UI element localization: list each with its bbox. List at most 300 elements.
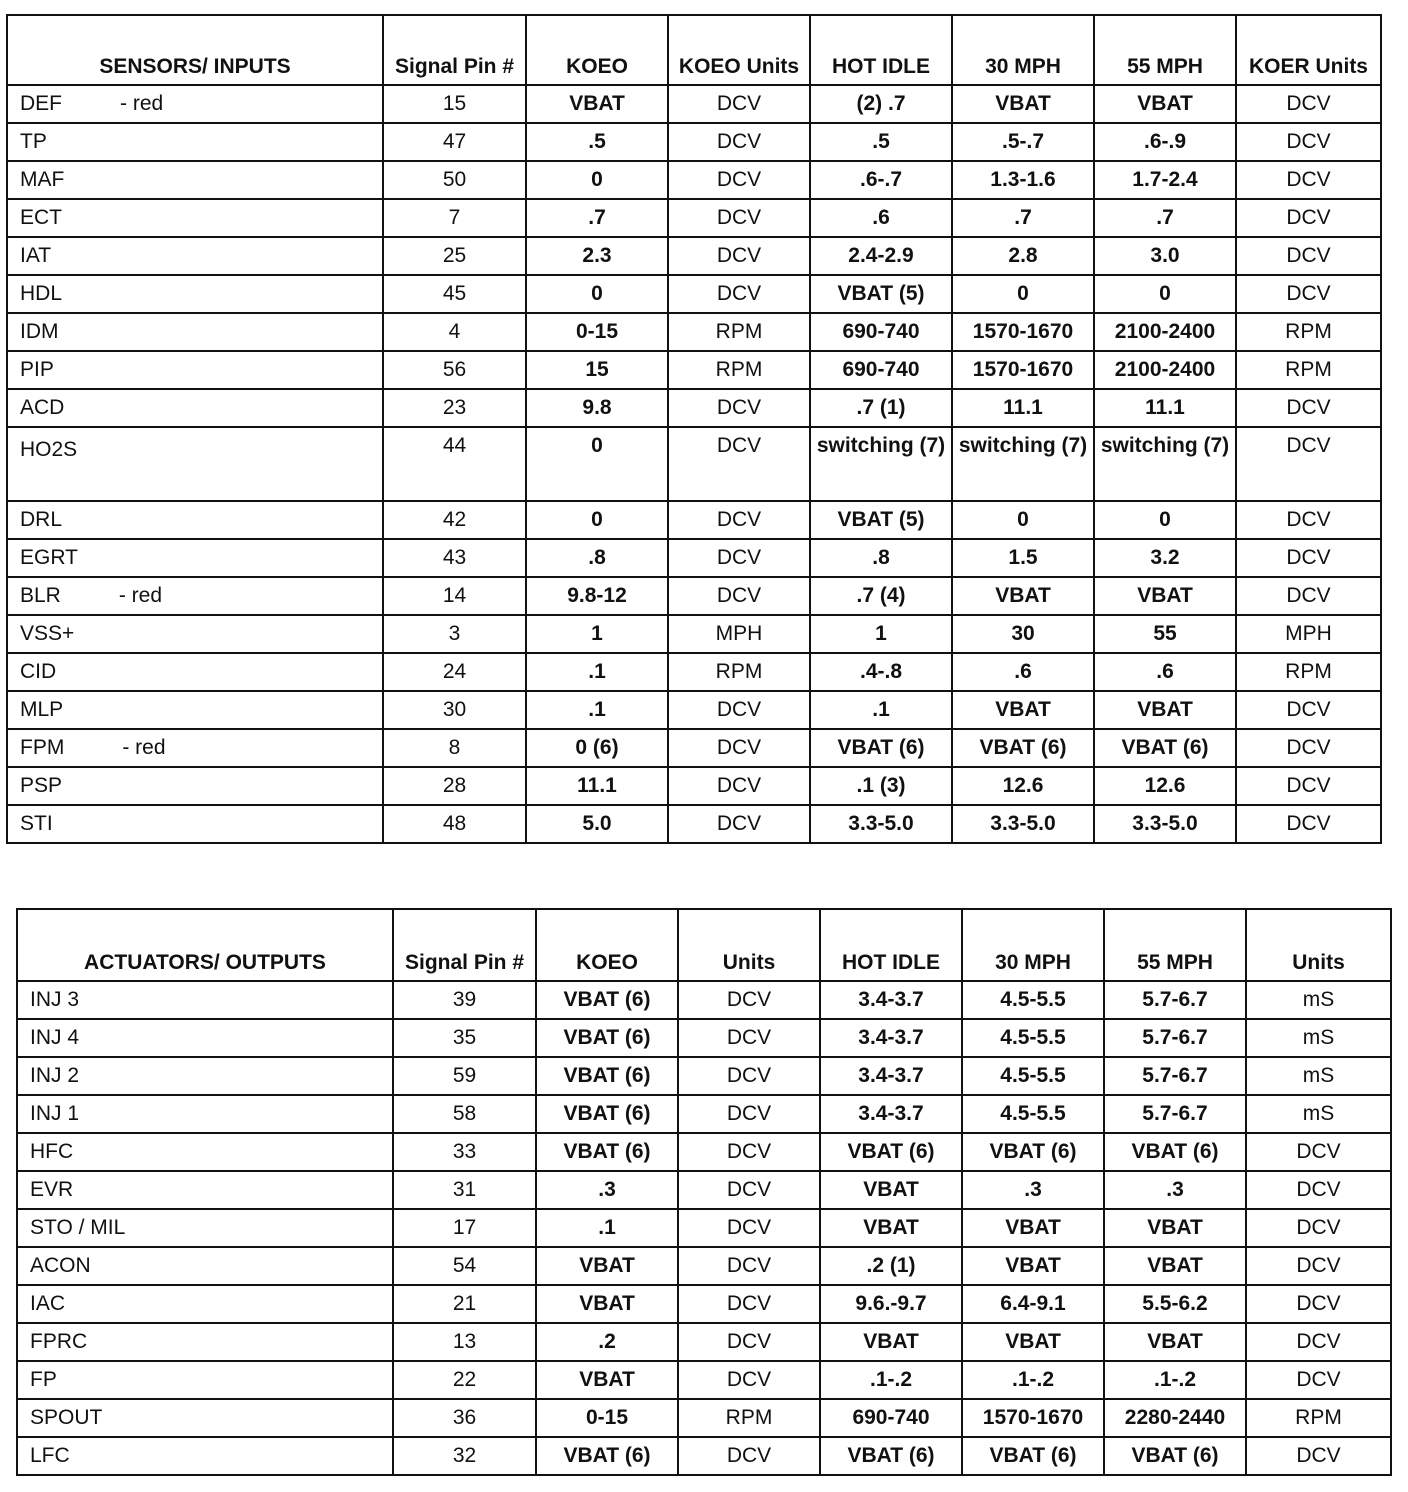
mph-55-cell: VBAT [1104, 1247, 1246, 1285]
mph-55-cell: 55 [1094, 615, 1236, 653]
mph-55-cell: switching (7) [1094, 427, 1236, 501]
table-row [17, 1285, 1391, 1323]
mph-30-cell: 30 [952, 615, 1094, 653]
running-units-cell: DCV [1246, 1285, 1391, 1323]
signal-name-cell [7, 199, 383, 237]
signal-name-cell [7, 767, 383, 805]
signal-name-cell [17, 1095, 393, 1133]
signal-name-cell [7, 237, 383, 275]
table-row [17, 1133, 1391, 1171]
column-header-signal-pin: Signal Pin # [383, 15, 526, 85]
table-row [7, 199, 1381, 237]
signal-name-cell [7, 501, 383, 539]
mph-30-cell: VBAT [952, 691, 1094, 729]
signal-name: STO / MIL [30, 1216, 126, 1239]
signal-name: HO2S [20, 438, 78, 461]
column-header-koeo: KOEO [536, 909, 678, 981]
signal-pin-cell: 25 [383, 237, 526, 275]
table-row [17, 1209, 1391, 1247]
table-row [17, 981, 1391, 1019]
koeo-cell: 0 [526, 275, 668, 313]
column-header-hot-idle: HOT IDLE [820, 909, 962, 981]
signal-name-cell [7, 653, 383, 691]
signal-pin-cell: 17 [393, 1209, 536, 1247]
koeo-units-cell: DCV [668, 767, 810, 805]
koeo-cell: VBAT [536, 1247, 678, 1285]
signal-name: ECT [20, 206, 62, 229]
signal-pin-cell: 36 [393, 1399, 536, 1437]
mph-30-cell: 1570-1670 [962, 1399, 1104, 1437]
mph-30-cell: 12.6 [952, 767, 1094, 805]
column-header-actuators-outputs: ACTUATORS/ OUTPUTS [17, 909, 393, 981]
koeo-cell: 11.1 [526, 767, 668, 805]
koeo-units-cell: DCV [668, 199, 810, 237]
running-units-cell: DCV [1236, 85, 1381, 123]
mph-30-cell: .5-.7 [952, 123, 1094, 161]
mph-55-cell: VBAT (6) [1094, 729, 1236, 767]
table-row [7, 653, 1381, 691]
koeo-cell: 5.0 [526, 805, 668, 843]
koeo-cell: .1 [536, 1209, 678, 1247]
koeo-units-cell: DCV [668, 729, 810, 767]
hot-idle-cell: VBAT [820, 1323, 962, 1361]
signal-name: VSS+ [20, 622, 75, 645]
koeo-units-cell: DCV [678, 981, 820, 1019]
signal-pin-cell: 45 [383, 275, 526, 313]
signal-name-cell [17, 1323, 393, 1361]
signal-name: PIP [20, 358, 54, 381]
signal-name-cell [7, 389, 383, 427]
mph-30-cell: 6.4-9.1 [962, 1285, 1104, 1323]
table-header-row [7, 15, 1381, 85]
running-units-cell: DCV [1236, 805, 1381, 843]
running-units-cell: DCV [1236, 123, 1381, 161]
running-units-cell: MPH [1236, 615, 1381, 653]
running-units-cell: DCV [1236, 691, 1381, 729]
koeo-units-cell: DCV [668, 805, 810, 843]
koeo-cell: 2.3 [526, 237, 668, 275]
signal-pin-cell: 50 [383, 161, 526, 199]
signal-pin-cell: 21 [393, 1285, 536, 1323]
signal-pin-cell: 59 [393, 1057, 536, 1095]
signal-name: STI [20, 812, 53, 835]
sensors-inputs-table [6, 14, 1382, 844]
mph-55-cell: 5.7-6.7 [1104, 1095, 1246, 1133]
hot-idle-cell: VBAT (5) [810, 275, 952, 313]
signal-name: INJ 4 [30, 1026, 80, 1049]
mph-30-cell: .7 [952, 199, 1094, 237]
signal-pin-cell: 3 [383, 615, 526, 653]
column-header-koeo-units: KOEO Units [668, 15, 810, 85]
koeo-units-cell: DCV [678, 1361, 820, 1399]
signal-name: DRL [20, 508, 63, 531]
koeo-units-cell: DCV [668, 501, 810, 539]
signal-name-cell [17, 1437, 393, 1475]
mph-30-cell: 4.5-5.5 [962, 1095, 1104, 1133]
hot-idle-cell: 690-740 [820, 1399, 962, 1437]
table-row [7, 123, 1381, 161]
signal-name-cell [17, 1171, 393, 1209]
signal-name-cell [7, 351, 383, 389]
signal-name: HFC [30, 1140, 74, 1163]
hot-idle-cell: VBAT [820, 1209, 962, 1247]
table-row [17, 1399, 1391, 1437]
hot-idle-cell: .1 (3) [810, 767, 952, 805]
signal-name: ACD [20, 396, 65, 419]
hot-idle-cell: 690-740 [810, 351, 952, 389]
signal-name-cell [17, 1247, 393, 1285]
hot-idle-cell: 1 [810, 615, 952, 653]
mph-30-cell: .6 [952, 653, 1094, 691]
koeo-cell: 9.8-12 [526, 577, 668, 615]
signal-name-cell [17, 1285, 393, 1323]
koeo-units-cell: DCV [678, 1171, 820, 1209]
mph-55-cell: .3 [1104, 1171, 1246, 1209]
signal-name: EVR [30, 1178, 74, 1201]
column-header-55-mph: 55 MPH [1094, 15, 1236, 85]
koeo-units-cell: DCV [668, 123, 810, 161]
running-units-cell: mS [1246, 1057, 1391, 1095]
signal-name-cell [17, 1209, 393, 1247]
running-units-cell: RPM [1236, 313, 1381, 351]
actuators-table-body [17, 981, 1391, 1475]
table-row [17, 1323, 1391, 1361]
table-row [7, 539, 1381, 577]
mph-55-cell: VBAT (6) [1104, 1133, 1246, 1171]
column-header-55-mph: 55 MPH [1104, 909, 1246, 981]
koeo-units-cell: DCV [668, 539, 810, 577]
column-header-hot-idle: HOT IDLE [810, 15, 952, 85]
mph-55-cell: 2100-2400 [1094, 351, 1236, 389]
signal-pin-cell: 13 [393, 1323, 536, 1361]
signal-pin-cell: 43 [383, 539, 526, 577]
running-units-cell: mS [1246, 1019, 1391, 1057]
signal-name-cell [7, 161, 383, 199]
hot-idle-cell: 3.4-3.7 [820, 1019, 962, 1057]
signal-name: FP [30, 1368, 57, 1391]
signal-name: BLR [20, 584, 61, 607]
running-units-cell: DCV [1246, 1361, 1391, 1399]
signal-name: CID [20, 660, 57, 683]
mph-30-cell: 4.5-5.5 [962, 981, 1104, 1019]
hot-idle-cell: .8 [810, 539, 952, 577]
signal-name-cell [17, 1133, 393, 1171]
signal-pin-cell: 22 [393, 1361, 536, 1399]
koeo-cell: VBAT (6) [536, 981, 678, 1019]
mph-55-cell: VBAT [1104, 1323, 1246, 1361]
running-units-cell: DCV [1236, 237, 1381, 275]
hot-idle-cell: .7 (4) [810, 577, 952, 615]
signal-name-cell [17, 1399, 393, 1437]
signal-name: FPM [20, 736, 65, 759]
column-header-30-mph: 30 MPH [962, 909, 1104, 981]
wire-color-note: - red [120, 92, 164, 115]
hot-idle-cell: 690-740 [810, 313, 952, 351]
mph-30-cell: 2.8 [952, 237, 1094, 275]
signal-name-cell [7, 275, 383, 313]
koeo-units-cell: DCV [678, 1247, 820, 1285]
hot-idle-cell: .1 [810, 691, 952, 729]
koeo-cell: 15 [526, 351, 668, 389]
koeo-units-cell: DCV [668, 237, 810, 275]
hot-idle-cell: .2 (1) [820, 1247, 962, 1285]
mph-55-cell: 5.7-6.7 [1104, 1019, 1246, 1057]
signal-name: TP [20, 130, 47, 153]
koeo-units-cell: RPM [678, 1399, 820, 1437]
mph-30-cell: VBAT (6) [952, 729, 1094, 767]
mph-30-cell: 1.5 [952, 539, 1094, 577]
mph-55-cell: 5.7-6.7 [1104, 981, 1246, 1019]
koeo-units-cell: DCV [668, 389, 810, 427]
mph-30-cell: VBAT [962, 1247, 1104, 1285]
koeo-cell: VBAT [526, 85, 668, 123]
mph-30-cell: VBAT (6) [962, 1437, 1104, 1475]
signal-name: MAF [20, 168, 65, 191]
mph-30-cell: VBAT (6) [962, 1133, 1104, 1171]
table-row [17, 1361, 1391, 1399]
signal-pin-cell: 47 [383, 123, 526, 161]
hot-idle-cell: 3.4-3.7 [820, 981, 962, 1019]
running-units-cell: DCV [1246, 1437, 1391, 1475]
hot-idle-cell: 2.4-2.9 [810, 237, 952, 275]
running-units-cell: DCV [1246, 1323, 1391, 1361]
mph-55-cell: 3.0 [1094, 237, 1236, 275]
running-units-cell: DCV [1246, 1133, 1391, 1171]
hot-idle-cell: .7 (1) [810, 389, 952, 427]
column-header-koeo: KOEO [526, 15, 668, 85]
signal-pin-cell: 44 [383, 427, 526, 501]
table-row [7, 313, 1381, 351]
koeo-cell: 0 [526, 501, 668, 539]
koeo-units-cell: DCV [668, 427, 810, 501]
koeo-units-cell: RPM [668, 653, 810, 691]
column-header-units: Units [678, 909, 820, 981]
signal-name: INJ 3 [30, 988, 80, 1011]
signal-pin-cell: 7 [383, 199, 526, 237]
mph-30-cell: 4.5-5.5 [962, 1057, 1104, 1095]
koeo-cell: .1 [526, 691, 668, 729]
table-row [7, 767, 1381, 805]
running-units-cell: DCV [1236, 577, 1381, 615]
mph-55-cell: 11.1 [1094, 389, 1236, 427]
koeo-cell: VBAT (6) [536, 1019, 678, 1057]
hot-idle-cell: .6-.7 [810, 161, 952, 199]
mph-30-cell: 0 [952, 501, 1094, 539]
signal-pin-cell: 33 [393, 1133, 536, 1171]
mph-30-cell: 1.3-1.6 [952, 161, 1094, 199]
signal-pin-cell: 28 [383, 767, 526, 805]
column-header-signal-pin: Signal Pin # [393, 909, 536, 981]
koeo-cell: .5 [526, 123, 668, 161]
koeo-units-cell: DCV [678, 1209, 820, 1247]
signal-name-cell [7, 691, 383, 729]
koeo-units-cell: DCV [678, 1285, 820, 1323]
mph-55-cell: 12.6 [1094, 767, 1236, 805]
table-row [17, 1095, 1391, 1133]
running-units-cell: RPM [1236, 653, 1381, 691]
table-row [7, 351, 1381, 389]
hot-idle-cell: .5 [810, 123, 952, 161]
running-units-cell: DCV [1236, 199, 1381, 237]
mph-55-cell: 0 [1094, 501, 1236, 539]
mph-30-cell: 0 [952, 275, 1094, 313]
mph-30-cell: 3.3-5.0 [952, 805, 1094, 843]
table-row [7, 615, 1381, 653]
mph-55-cell: 5.5-6.2 [1104, 1285, 1246, 1323]
signal-name: FPRC [30, 1330, 88, 1353]
mph-55-cell: 5.7-6.7 [1104, 1057, 1246, 1095]
mph-30-cell: VBAT [962, 1323, 1104, 1361]
mph-55-cell: VBAT [1104, 1209, 1246, 1247]
mph-55-cell: VBAT [1094, 85, 1236, 123]
table-row [7, 691, 1381, 729]
sensors-table-body [7, 85, 1381, 843]
koeo-cell: .2 [536, 1323, 678, 1361]
koeo-units-cell: DCV [668, 577, 810, 615]
signal-pin-cell: 58 [393, 1095, 536, 1133]
koeo-units-cell: DCV [678, 1095, 820, 1133]
koeo-units-cell: DCV [678, 1133, 820, 1171]
mph-30-cell: 1570-1670 [952, 351, 1094, 389]
koeo-units-cell: DCV [678, 1323, 820, 1361]
running-units-cell: DCV [1236, 161, 1381, 199]
hot-idle-cell: .6 [810, 199, 952, 237]
signal-pin-cell: 15 [383, 85, 526, 123]
koeo-cell: VBAT [536, 1361, 678, 1399]
wire-color-note: - red [118, 584, 163, 607]
signal-name-cell [7, 427, 383, 501]
table-row [17, 1437, 1391, 1475]
koeo-units-cell: RPM [668, 351, 810, 389]
mph-30-cell: VBAT [952, 85, 1094, 123]
koeo-units-cell: DCV [668, 275, 810, 313]
column-header-koer-units: KOER Units [1236, 15, 1381, 85]
signal-pin-cell: 42 [383, 501, 526, 539]
signal-pin-cell: 30 [383, 691, 526, 729]
signal-name: HDL [20, 282, 63, 305]
signal-name: IAC [30, 1292, 66, 1315]
hot-idle-cell: .1-.2 [820, 1361, 962, 1399]
koeo-units-cell: DCV [668, 85, 810, 123]
signal-name: LFC [30, 1444, 70, 1467]
signal-name-cell [17, 1361, 393, 1399]
signal-name: INJ 2 [30, 1064, 80, 1087]
koeo-cell: 0-15 [536, 1399, 678, 1437]
mph-30-cell: VBAT [952, 577, 1094, 615]
koeo-cell: VBAT (6) [536, 1057, 678, 1095]
signal-pin-cell: 54 [393, 1247, 536, 1285]
column-header-units-running: Units [1246, 909, 1391, 981]
koeo-units-cell: DCV [678, 1019, 820, 1057]
signal-name: ACON [30, 1254, 91, 1277]
signal-name-cell [17, 981, 393, 1019]
table-row [7, 427, 1381, 501]
running-units-cell: mS [1246, 981, 1391, 1019]
mph-55-cell: VBAT (6) [1104, 1437, 1246, 1475]
running-units-cell: DCV [1246, 1247, 1391, 1285]
signal-pin-cell: 24 [383, 653, 526, 691]
table-header-row [17, 909, 1391, 981]
koeo-units-cell: RPM [668, 313, 810, 351]
koeo-cell: 0 (6) [526, 729, 668, 767]
table-row [7, 237, 1381, 275]
signal-pin-cell: 32 [393, 1437, 536, 1475]
signal-pin-cell: 35 [393, 1019, 536, 1057]
signal-name-cell [7, 805, 383, 843]
hot-idle-cell: VBAT [820, 1171, 962, 1209]
table-row [17, 1247, 1391, 1285]
running-units-cell: DCV [1236, 767, 1381, 805]
table-row [7, 161, 1381, 199]
koeo-cell: 9.8 [526, 389, 668, 427]
running-units-cell: DCV [1236, 501, 1381, 539]
mph-30-cell: switching (7) [952, 427, 1094, 501]
mph-30-cell: 11.1 [952, 389, 1094, 427]
running-units-cell: DCV [1236, 427, 1381, 501]
koeo-units-cell: DCV [668, 161, 810, 199]
koeo-units-cell: DCV [678, 1437, 820, 1475]
koeo-cell: VBAT (6) [536, 1095, 678, 1133]
signal-pin-cell: 56 [383, 351, 526, 389]
koeo-cell: VBAT (6) [536, 1133, 678, 1171]
table-row [17, 1171, 1391, 1209]
signal-pin-cell: 23 [383, 389, 526, 427]
signal-name-cell [7, 123, 383, 161]
running-units-cell: DCV [1236, 729, 1381, 767]
mph-55-cell: .1-.2 [1104, 1361, 1246, 1399]
mph-30-cell: .1-.2 [962, 1361, 1104, 1399]
hot-idle-cell: 3.3-5.0 [810, 805, 952, 843]
koeo-cell: VBAT (6) [536, 1437, 678, 1475]
mph-55-cell: VBAT [1094, 691, 1236, 729]
table-row [7, 501, 1381, 539]
column-header-30-mph: 30 MPH [952, 15, 1094, 85]
hot-idle-cell: .4-.8 [810, 653, 952, 691]
signal-name-cell [7, 313, 383, 351]
table-row [7, 805, 1381, 843]
hot-idle-cell: VBAT (6) [820, 1437, 962, 1475]
signal-pin-cell: 48 [383, 805, 526, 843]
table-row [7, 389, 1381, 427]
hot-idle-cell: (2) .7 [810, 85, 952, 123]
signal-name: EGRT [20, 546, 78, 569]
actuators-outputs-table [16, 908, 1392, 1476]
signal-pin-cell: 39 [393, 981, 536, 1019]
hot-idle-cell: VBAT (6) [820, 1133, 962, 1171]
signal-pin-cell: 31 [393, 1171, 536, 1209]
signal-name-cell [7, 577, 383, 615]
koeo-cell: .7 [526, 199, 668, 237]
signal-name-cell [7, 539, 383, 577]
mph-55-cell: 0 [1094, 275, 1236, 313]
mph-55-cell: .6-.9 [1094, 123, 1236, 161]
wire-color-note: - red [122, 736, 166, 759]
koeo-cell: 1 [526, 615, 668, 653]
table-row [17, 1019, 1391, 1057]
hot-idle-cell: switching (7) [810, 427, 952, 501]
koeo-cell: .8 [526, 539, 668, 577]
running-units-cell: DCV [1246, 1171, 1391, 1209]
mph-55-cell: 1.7-2.4 [1094, 161, 1236, 199]
running-units-cell: DCV [1246, 1209, 1391, 1247]
hot-idle-cell: VBAT (6) [810, 729, 952, 767]
hot-idle-cell: 3.4-3.7 [820, 1057, 962, 1095]
signal-name: PSP [20, 774, 63, 797]
mph-55-cell: .7 [1094, 199, 1236, 237]
mph-55-cell: 2100-2400 [1094, 313, 1236, 351]
koeo-units-cell: DCV [678, 1057, 820, 1095]
hot-idle-cell: 9.6.-9.7 [820, 1285, 962, 1323]
